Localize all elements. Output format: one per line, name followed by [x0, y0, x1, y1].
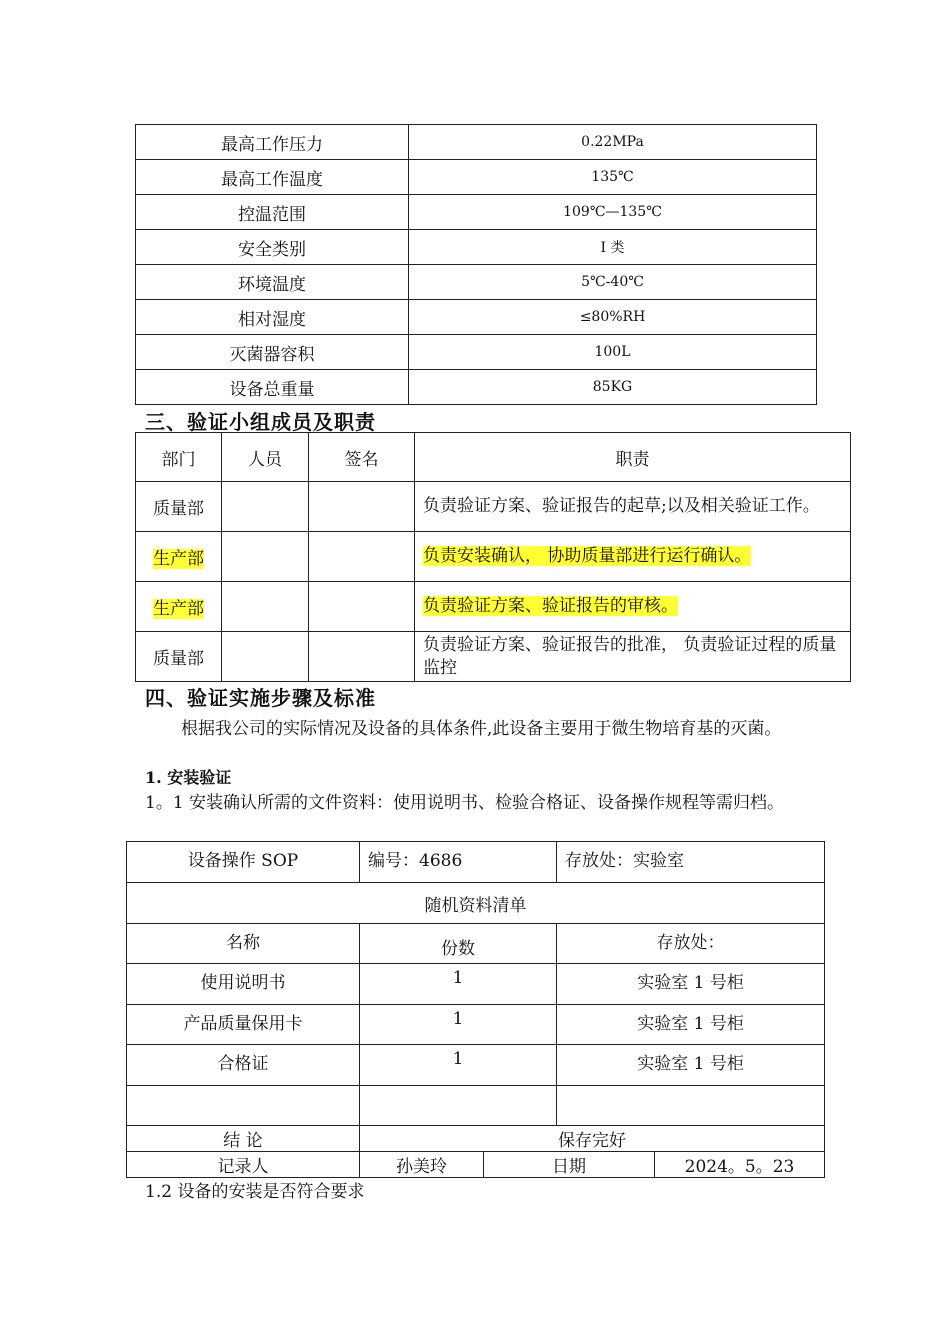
- doc-name-cell: 合格证: [127, 1045, 360, 1086]
- sub1-title: 1. 安装验证: [145, 768, 232, 787]
- section3-title: 三、验证小组成员及职责: [145, 410, 376, 434]
- date-value: 2024。5。23: [655, 1152, 825, 1178]
- doc-name-cell: 产品质量保用卡: [127, 1005, 360, 1045]
- header-place: 存放处：: [557, 924, 825, 964]
- spec-label: 最高工作压力: [136, 125, 409, 160]
- table-row: [127, 842, 825, 883]
- table-row: [127, 1152, 825, 1178]
- dept-cell: 质量部: [136, 482, 222, 532]
- doc-place-cell: 实验室 1 号柜: [557, 1005, 825, 1045]
- conclusion-label: 结 论: [127, 1126, 360, 1152]
- list-title-cell: 随机资料清单: [127, 883, 825, 924]
- table-row: [136, 125, 817, 160]
- header-sign: 签名: [309, 433, 415, 482]
- sign-cell: [309, 482, 415, 532]
- sign-cell: [309, 632, 415, 682]
- section4-intro: 根据我公司的实际情况及设备的具体条件,此设备主要用于微生物培育基的灭菌。: [181, 719, 782, 739]
- duty-cell: 负责验证方案、验证报告的起草;以及相关验证工作。: [415, 482, 851, 532]
- doc-count-cell: 1: [360, 1045, 557, 1086]
- table-header-row: [136, 433, 851, 482]
- person-cell: [222, 582, 309, 632]
- spec-value: 5℃-40℃: [409, 265, 817, 300]
- spec-value: 100L: [409, 335, 817, 370]
- duty-highlight: 负责验证方案、验证报告的审核。: [423, 596, 678, 616]
- duty-highlight: 负责安装确认， 协助质量部进行运行确认。: [423, 546, 752, 566]
- table-row: [136, 335, 817, 370]
- spec-value: 85KG: [409, 370, 817, 405]
- spec-label: 相对湿度: [136, 300, 409, 335]
- header-duty: 职责: [415, 433, 851, 482]
- doc-count-cell: 1: [360, 1005, 557, 1045]
- spec-value: ≤80%RH: [409, 300, 817, 335]
- spec-table: [135, 124, 817, 405]
- dept-cell: [136, 532, 222, 582]
- table-row: [127, 1126, 825, 1152]
- duty-cell: 负责验证方案、验证报告的批准， 负责验证过程的质量监控: [415, 632, 851, 682]
- table-row: [136, 532, 851, 582]
- table-row: [136, 195, 817, 230]
- empty-cell: [360, 1086, 557, 1126]
- dept-highlight: 生产部: [153, 549, 204, 569]
- dept-cell: [136, 582, 222, 632]
- sub1-1-text: 1。1 安装确认所需的文件资料：使用说明书、检验合格证、设备操作规程等需归档。: [145, 793, 785, 813]
- spec-value: 135℃: [409, 160, 817, 195]
- spec-label: 环境温度: [136, 265, 409, 300]
- spec-label: 设备总重量: [136, 370, 409, 405]
- table-row: [136, 265, 817, 300]
- storage-cell: 存放处：实验室: [557, 842, 825, 883]
- sub1-2-text: 1.2 设备的安装是否符合要求: [145, 1182, 365, 1202]
- table-row: [136, 582, 851, 632]
- spec-label: 最高工作温度: [136, 160, 409, 195]
- header-count: 份数: [360, 924, 557, 964]
- spec-label: 安全类别: [136, 230, 409, 265]
- section4-title: 四、验证实施步骤及标准: [145, 686, 376, 710]
- table-row: [136, 482, 851, 532]
- doc-place-cell: 实验室 1 号柜: [557, 1045, 825, 1086]
- number-cell: 编号：4686: [360, 842, 557, 883]
- table-row: [127, 1005, 825, 1045]
- header-dept: 部门: [136, 433, 222, 482]
- table-row-empty: [127, 1086, 825, 1126]
- table-row: [127, 1045, 825, 1086]
- spec-value: 109℃—135℃: [409, 195, 817, 230]
- doc-place-cell: 实验室 1 号柜: [557, 964, 825, 1005]
- person-cell: [222, 482, 309, 532]
- recorder-value: 孙美玲: [360, 1152, 484, 1178]
- person-cell: [222, 632, 309, 682]
- sop-cell: 设备操作 SOP: [127, 842, 360, 883]
- spec-value: Ⅰ 类: [409, 230, 817, 265]
- doc-name-cell: 使用说明书: [127, 964, 360, 1005]
- dept-cell: 质量部: [136, 632, 222, 682]
- table-row: [136, 632, 851, 682]
- empty-cell: [127, 1086, 360, 1126]
- team-table: [135, 432, 851, 682]
- person-cell: [222, 532, 309, 582]
- spec-value: 0.22MPa: [409, 125, 817, 160]
- date-label: 日期: [484, 1152, 655, 1178]
- conclusion-value: 保存完好: [360, 1126, 825, 1152]
- sign-cell: [309, 582, 415, 632]
- table-row: [136, 370, 817, 405]
- duty-cell: [415, 532, 851, 582]
- header-person: 人员: [222, 433, 309, 482]
- dept-highlight: 生产部: [153, 599, 204, 619]
- table-row: [127, 883, 825, 924]
- table-row: [136, 300, 817, 335]
- table-row: [136, 230, 817, 265]
- sign-cell: [309, 532, 415, 582]
- table-row: [136, 160, 817, 195]
- table-header-row: [127, 924, 825, 964]
- spec-label: 灭菌器容积: [136, 335, 409, 370]
- duty-cell: [415, 582, 851, 632]
- header-name: 名称: [127, 924, 360, 964]
- table-row: [127, 964, 825, 1005]
- docs-table: [126, 841, 825, 1178]
- recorder-label: 记录人: [127, 1152, 360, 1178]
- doc-count-cell: 1: [360, 964, 557, 1005]
- empty-cell: [557, 1086, 825, 1126]
- spec-label: 控温范围: [136, 195, 409, 230]
